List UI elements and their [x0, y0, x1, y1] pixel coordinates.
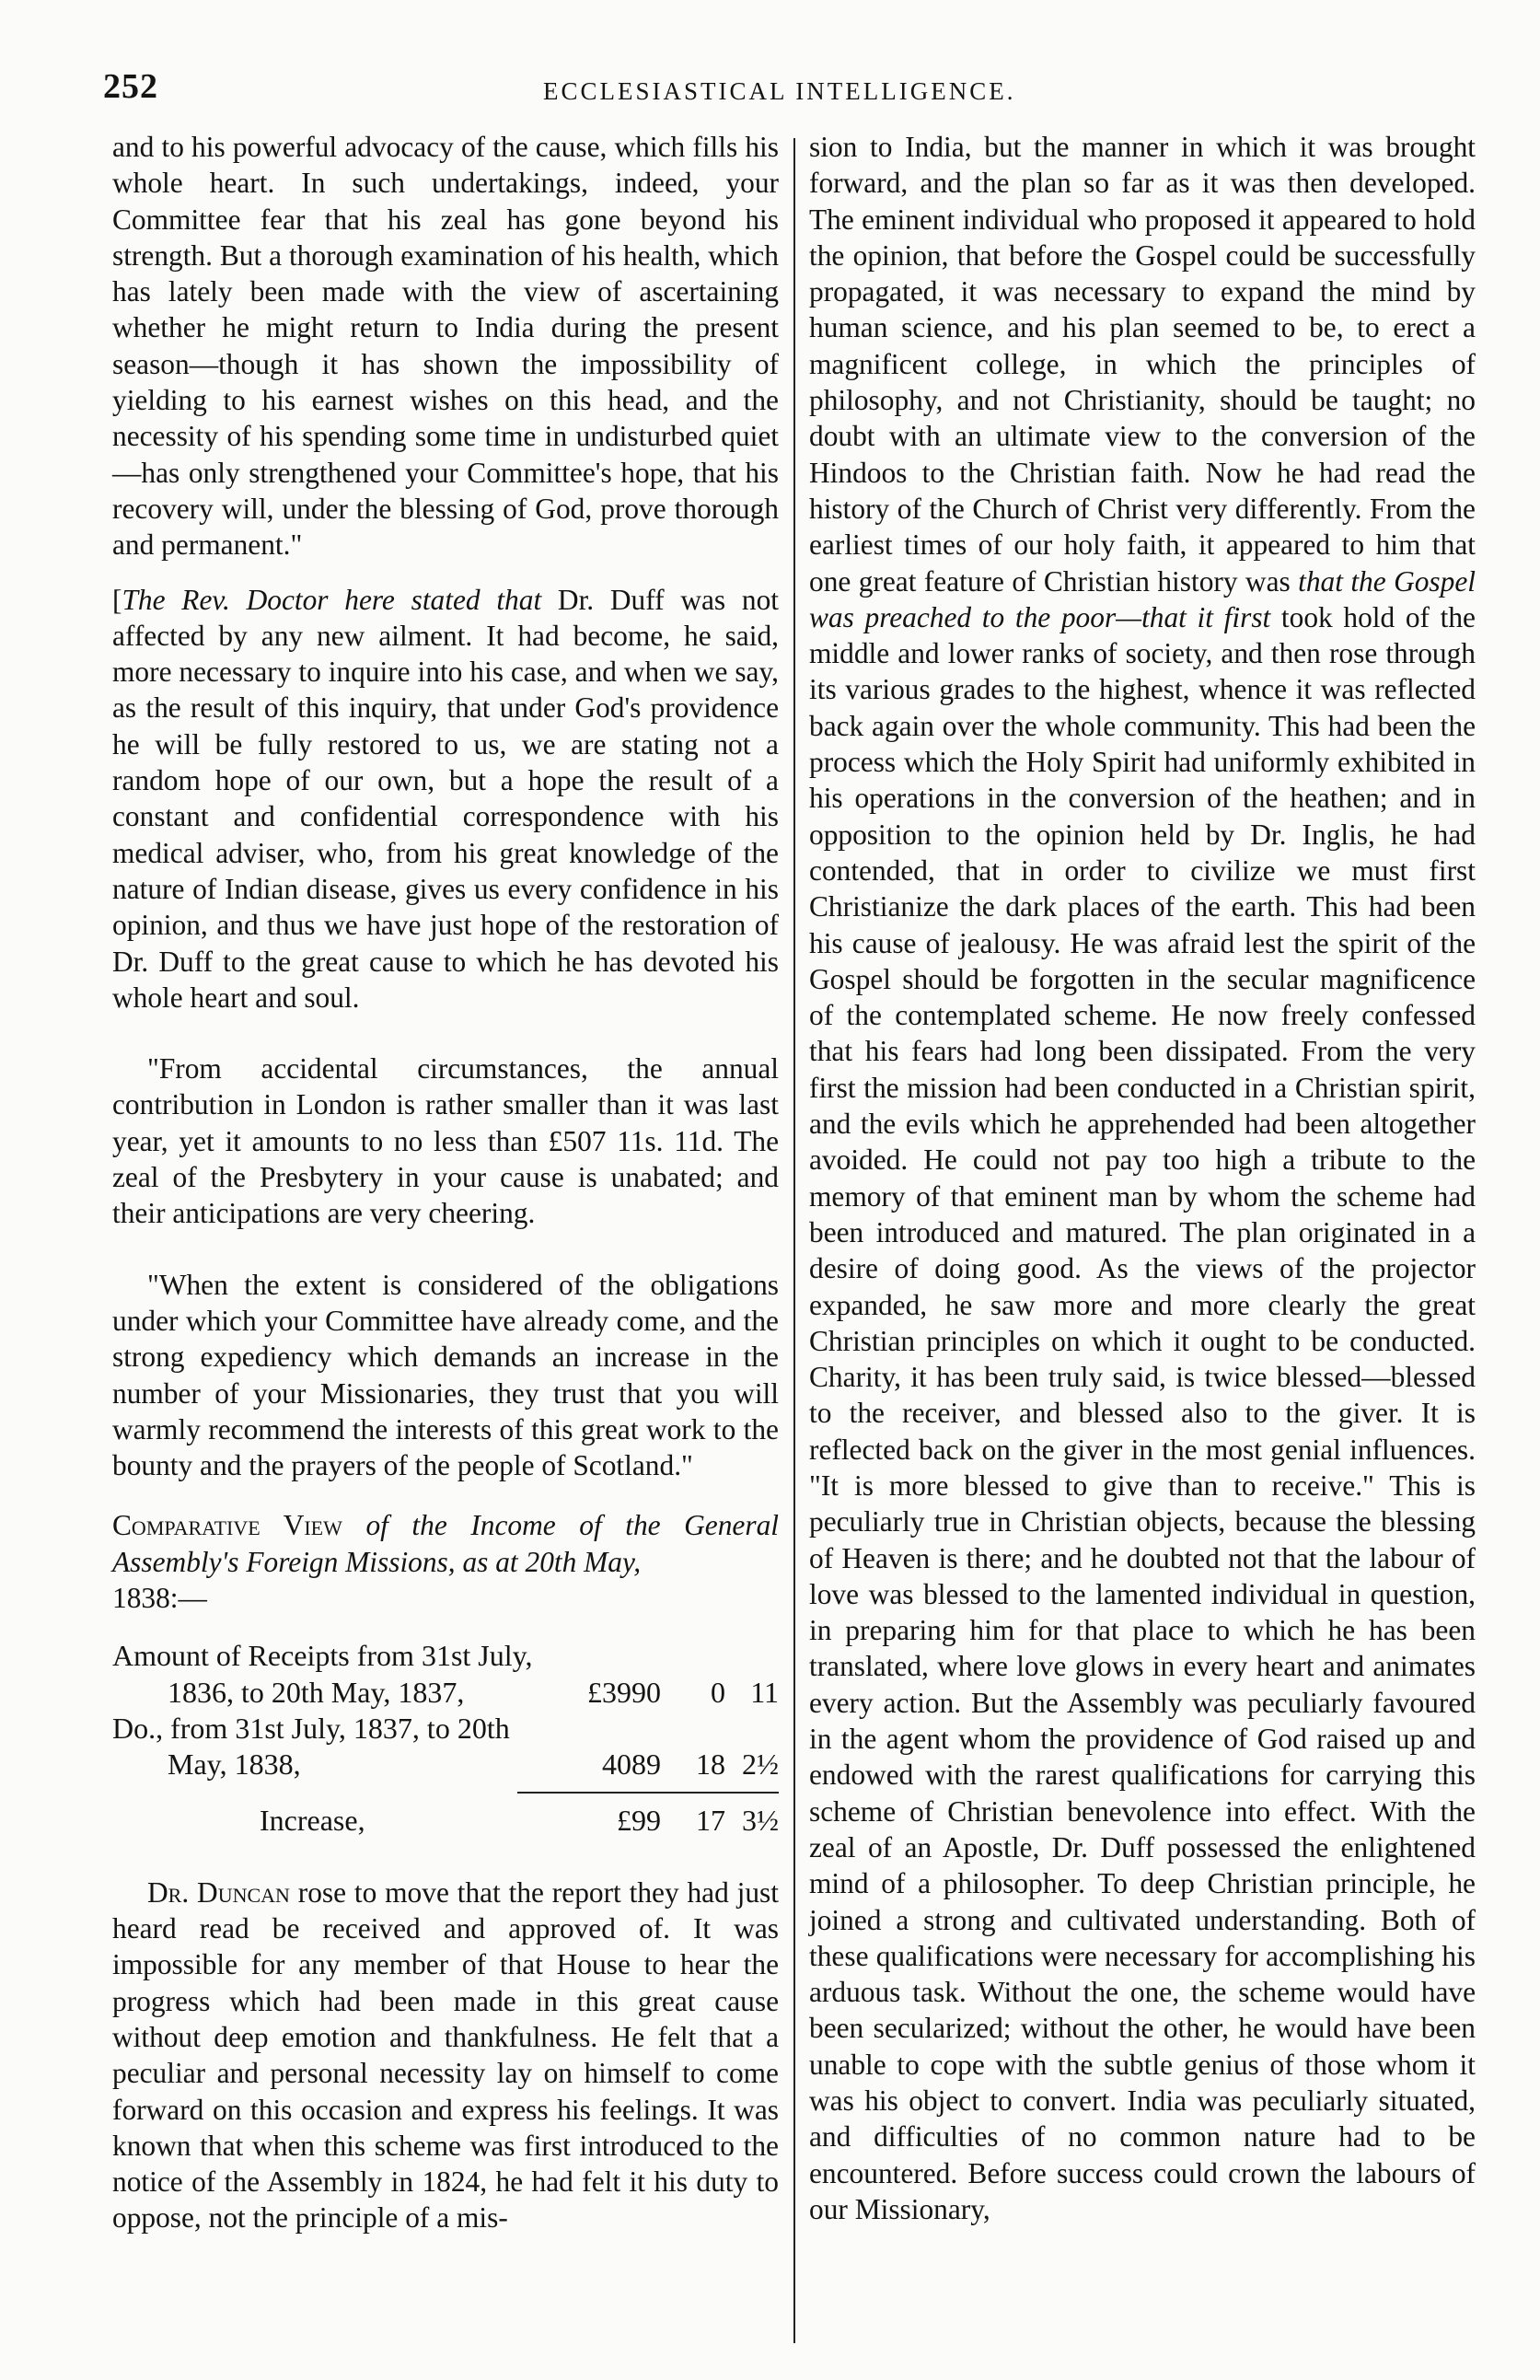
paragraph-continuation-right — [809, 129, 1476, 2227]
comparative-subtitle: of the Income of the General Assembly's Foreign Missions, as at 20th May, — [112, 1509, 779, 1578]
ledger-pounds: £99 — [617, 1804, 661, 1838]
column-divider — [793, 138, 795, 2343]
right-column — [809, 129, 1476, 2227]
comparative-year: 1838:— — [112, 1581, 207, 1614]
ledger-row — [112, 1638, 779, 1674]
paragraph-duncan — [112, 1875, 779, 2236]
ledger-label: Increase, — [260, 1804, 365, 1838]
paragraph-continuation: and to his powerful advocacy of the cause, which fills his whole heart. In such undertakings, indeed, your Committee fear that his zeal has gone beyond his strength. But a thorough examination of his health, which has lately been made with the view of ascertaining whether he might return to India during the present season—though it has shown the impossibility of yielding to his earnest wishes on this head, and the necessity of his spending some time in undisturbed quiet—has only strengthened your Committee's hope, that his recovery will, under the blessing of God, prove thorough and permanent." — [112, 131, 779, 562]
ledger-pence: 2½ — [742, 1747, 779, 1782]
ledger-row — [112, 1747, 779, 1782]
ledger-row — [112, 1711, 779, 1747]
speaker-name: Dr. Duncan — [147, 1875, 290, 1909]
note-text: Dr. Duff was not affected by any new ailment. It had become, he said, more necessary to inquire into his case, and when we say, as the result of this inquiry, that under God's providence he will be fully restored to us, we are stating not a random hope of our own, but a hope the result of a constant and confidential correspondence with his medical adviser, who, from his great knowledge of the nature of Indian disease, gives us every confidence in his opinion, and thus we have just hope of the restoration of Dr. Duff to the great cause to which he has devoted his whole heart and soul. — [112, 583, 779, 1014]
note-italic-lead: The Rev. Doctor here stated that — [122, 583, 542, 616]
page-number: 252 — [103, 67, 158, 106]
ledger-shillings: 18 — [696, 1747, 725, 1782]
ledger-label: 1836, to 20th May, 1837, — [168, 1675, 465, 1709]
ledger-row — [112, 1675, 779, 1711]
ledger-label: Amount of Receipts from 31st July, — [112, 1639, 533, 1673]
right-italic-phrase: that the Gospel was preached to the poor—that it first — [809, 564, 1476, 633]
duncan-text: rose to move that the report they had just heard read be received and approved of. It was impossible for any member of that House to hear the progress which had been made in this great cause without deep emotion and thankfulness. He felt that a peculiar and personal necessity lay on himself to come forward on this occasion and express his feelings. It was known that when this scheme was first introduced to the notice of the Assembly in 1824, he had felt it his duty to oppose, not the principle of a mis- — [112, 1875, 779, 2235]
comparative-lead: Comparative View — [112, 1509, 342, 1542]
comparative-view-heading — [112, 1507, 779, 1616]
ledger-label: Do., from 31st July, 1837, to 20th — [112, 1711, 510, 1745]
paragraph-london: "From accidental circumstances, the annual contribution in London is rather smaller than it was last year, yet it amounts to no less than £507 11s. 11d. The zeal of the Presbytery in your cause is unabated; and their anticipations are very cheering. — [112, 1052, 779, 1230]
ledger-pounds: £3990 — [587, 1675, 661, 1709]
right-text-b: took hold of the middle and lower ranks of society, and then rose through its various grades to the highest, whence it was reflected back again over the whole community. This had been the process which the Holy Spirit had uniformly exhibited in his operations in the conversion of the heathen; and in opposition to the opinion held by Dr. Inglis, he had contended, that in order to civilize we must first Christianize the dark places of the earth. This had been his cause of jealousy. He was afraid lest the spirit of the Gospel should be forgotten in the secular magnificence of the contemplated scheme. He now freely confessed that his fears had long been dissipated. From the very first the mission had been conducted in a Christian spirit, and the evils which he apprehended had been altogether avoided. He could not pay too high a tribute to the memory of that eminent man by whom the scheme had been introduced and matured. The plan originated in a desire of doing good. As the views of the projector expanded, he saw more and more clearly the great Christian principles on which it ought to be conducted. Charity, it has been truly said, is twice blessed—blessed to the receiver, and blessed also to the giver. It is reflected back on the giver in the most genial influences. "It is more blessed to give than to receive." This is peculiarly true in Christian objects, because the blessing of Heaven is there; and he doubted not that the labour of love was blessed to the lamented individual in question, in preparing him for that place to which he has been translated, where love glows in every heart and animates every action. But the Assembly was peculiarly favoured in the agent whom the providence of God raised up and endowed with the rarest qualifications for carrying this scheme of Christian benevolence into effect. With the zeal of an Apostle, Dr. Duff possessed the enlightened mind of a philosopher. To deep Christian principle, he joined a strong and cultivated understanding. Both of these qualifications were necessary for accomplishing his arduous task. Without the one, the scheme would have been secularized; without the other, he would have been unable to cope with the subtle genius of those whom it was his object to convert. India was peculiarly situated, and difficulties of no common nature had to be encountered. Before success could crown the labours of our Missionary, — [809, 600, 1476, 2225]
ledger-pence: 11 — [750, 1675, 779, 1709]
ledger-pence: 3½ — [742, 1804, 779, 1838]
ledger-sum-rule — [517, 1792, 779, 1794]
ledger-pounds: 4089 — [602, 1747, 661, 1782]
left-column — [112, 129, 779, 2236]
note-bracket: [ — [112, 583, 122, 616]
right-text-a: sion to India, but the manner in which it was brought forward, and the plan so far as it was then developed. The eminent individual who proposed it appeared to hold the opinion, that before the Gospel could be successfully propagated, it was necessary to expand the mind by human science, and his plan seemed to be, to erect a magnificent college, in which the principles of philosophy, and not Christianity, should be taught; no doubt with an ultimate view to the conversion of the Hindoos to the Christian faith. Now he had read the history of the Church of Christ very differently. From the earliest times of our holy faith, it appeared to him that one great feature of Christian history was — [809, 131, 1476, 598]
ledger-shillings: 0 — [711, 1675, 725, 1709]
ledger-shillings: 17 — [696, 1804, 725, 1838]
editorial-note — [112, 582, 779, 1016]
ledger-increase-row — [112, 1803, 779, 1839]
ledger-label: May, 1838, — [168, 1747, 301, 1782]
running-head: ECCLESIASTICAL INTELLIGENCE. — [543, 77, 1016, 105]
paragraph-obligations: "When the extent is considered of the obligations under which your Committee have already come, and the strong expediency which demands an increase in the number of your Missionaries, they trust that you will warmly recommend the interests of this great work to the bounty and the prayers of the people of Scotland." — [112, 1268, 779, 1482]
income-ledger — [112, 1638, 779, 1839]
